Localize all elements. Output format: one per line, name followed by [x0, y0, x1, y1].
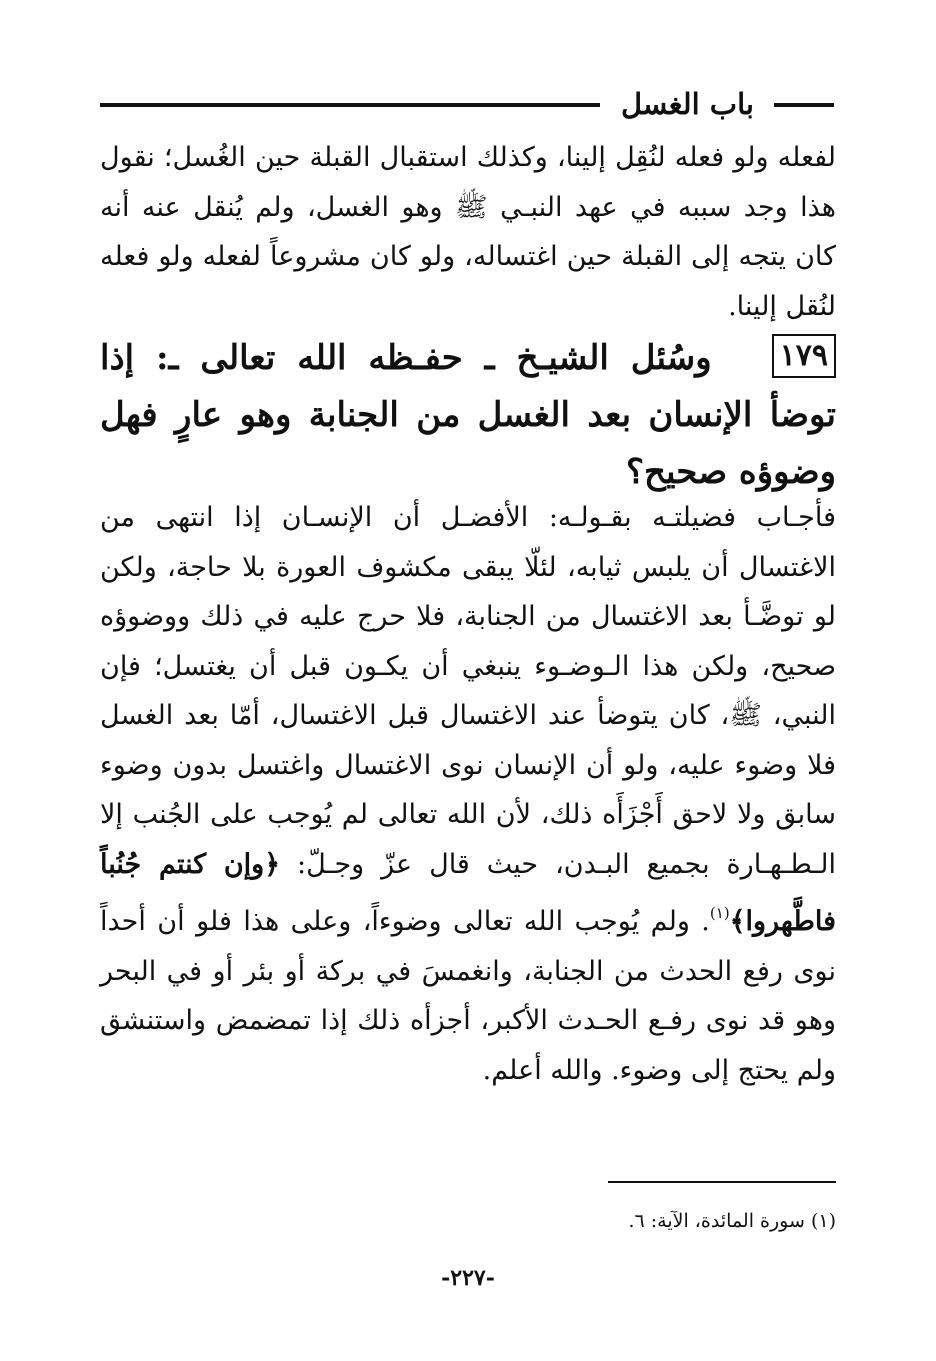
answer-text-after-quote: . ولم يُوجب الله تعالى وضوءاً، وعلى هذا فلو أن أحداً نوى رفع الحدث من الجنابة، وانغمسَ في بركة أو بئر أو في البحر وهو قد نوى رفـع الحـدث الأكبر، أجزأه ذلك إذا تمضمض واستنشق ولم يحتج إلى وضوء. والله أعلم.: [100, 906, 836, 1086]
continuation-paragraph: [100, 133, 836, 331]
question-text: وسُئل الشيـخ ـ حفـظه الله تعالى ـ: إذا توضأ الإنسان بعد الغسل من الجنابة وهو عارٍ فهل وضوؤه صحيح؟: [100, 338, 836, 492]
header-rule-right: [774, 103, 834, 107]
footnote-separator: [608, 1181, 836, 1183]
quran-quote: ﴿وإن كنتم جُنُباً فاطَّهروا﴾: [100, 848, 836, 937]
answer-paragraph: [100, 493, 836, 1095]
page-number: -٢٢٧-: [441, 1265, 495, 1291]
running-header: [100, 84, 834, 124]
footnote-reference: (١): [709, 904, 730, 922]
question-heading: [100, 330, 836, 501]
header-rule-left: [100, 103, 600, 107]
answer-text-before-quote: فأجـاب فضيلتـه بقـولـه: الأفضـل أن الإنسـان إذا انتهى من الاغتسال أن يلبس ثيابه، لئلّا يبقى مكشوف العورة بلا حاجة، ولكن لو توضَّـأ بعد الاغتسال من الجنابة، فلا حرج عليه في ذلك ووضوؤه صحيح، ولكن هذا الـوضـوء ينبغي أن يكـون قبل أن يغتسل؛ فإن النبي، ﷺ، كان يتوضأ عند الاغتسال قبل الاغتسال، أمّا بعد الغسل فلا وضوء عليه، ولو أن الإنسان نوى الاغتسال واغتسل بدون وضوء سابق ولا لاحق أَجْزَأَه ذلك، لأن الله تعالى لم يُوجب على الجُنب إلا الـطـهـارة بجميع البـدن، حيث قال عزّ وجـلّ:: [100, 502, 836, 880]
chapter-title: باب الغسل: [620, 87, 754, 121]
question-number-box: ١٧٩: [772, 334, 836, 378]
footnote: (١) سورة المائدة، الآية: ٦.: [628, 1210, 836, 1232]
continuation-text: لفعله ولو فعله لنُقِل إلينا، وكذلك استقبال القبلة حين الغُسل؛ نقول هذا وجد سببه في عهد النبـي ﷺ وهو الغسل، ولم يُنقل عنه أنه كان يتجه إلى القبلة حين اغتساله، ولو كان مشروعاً لفعله ولو فعله لنُقل إلينا.: [100, 142, 836, 322]
